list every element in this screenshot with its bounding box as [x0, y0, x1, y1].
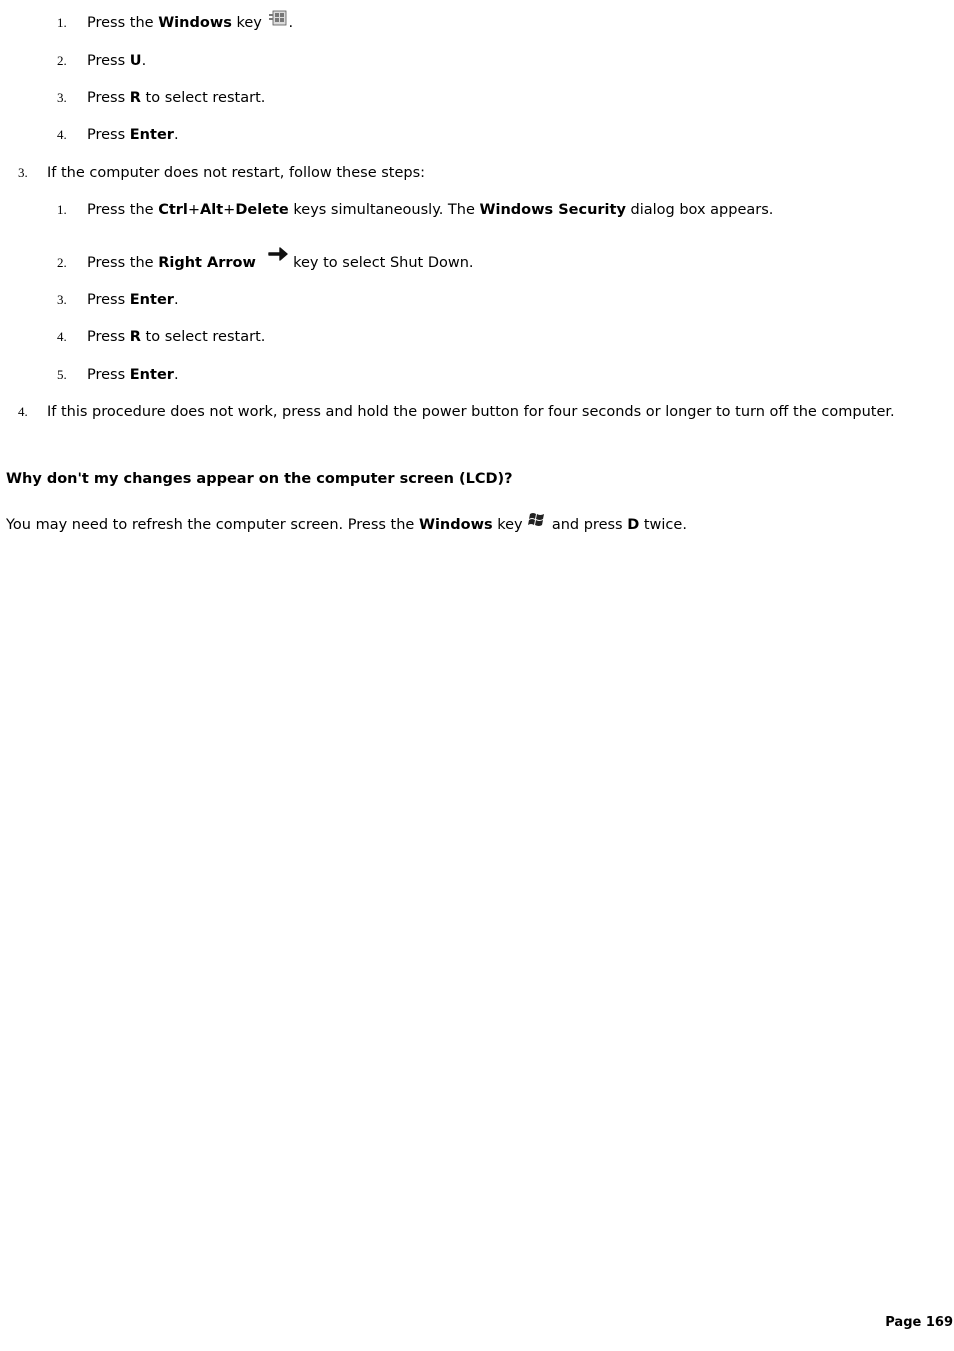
step-number: 4. — [57, 329, 67, 344]
step-text — [87, 328, 265, 346]
text: Press the — [87, 255, 159, 271]
text: dialog box appears. — [625, 202, 774, 218]
outer-step-number: 3. — [18, 165, 28, 180]
key-name: Enter — [129, 127, 174, 143]
key-name: Windows — [158, 15, 232, 31]
text: . — [173, 367, 179, 383]
text: Press — [87, 329, 130, 345]
outer-step-number: 4. — [18, 404, 28, 419]
text: Press — [87, 53, 130, 69]
right-arrow-icon — [267, 244, 289, 269]
text: . — [141, 53, 147, 69]
faq-answer — [6, 516, 687, 535]
step-number: 2. — [57, 255, 67, 270]
text: Press — [87, 292, 130, 308]
step-text — [87, 254, 474, 272]
step-text — [87, 201, 773, 219]
key-name: Enter — [129, 292, 174, 308]
text: Press — [87, 90, 130, 106]
windows-logo-icon — [527, 510, 547, 535]
step-text — [87, 89, 265, 107]
text: + — [187, 202, 201, 218]
key-name: U — [129, 53, 142, 69]
text: Press — [87, 367, 130, 383]
step-text — [87, 126, 179, 144]
key-name: Windows — [418, 517, 493, 533]
text: twice. — [639, 517, 687, 533]
key-name: R — [129, 90, 141, 106]
text: and press — [547, 517, 628, 533]
dialog-name: Windows Security — [479, 202, 626, 218]
key-name: D — [627, 517, 640, 533]
text: Press — [87, 127, 130, 143]
text: key — [492, 517, 528, 533]
key-name: Right Arrow — [158, 255, 256, 271]
windows-key-icon — [268, 10, 288, 33]
text: . — [173, 292, 179, 308]
step-number: 1. — [57, 15, 67, 30]
text: Press the — [87, 15, 159, 31]
text: . — [173, 127, 179, 143]
step-number: 2. — [57, 53, 67, 68]
step-text — [87, 291, 179, 309]
text: keys simultaneously. The — [288, 202, 480, 218]
key-name: Delete — [235, 202, 289, 218]
text: You may need to refresh the computer screen. Press the — [6, 517, 419, 533]
text: + — [223, 202, 236, 218]
step-text — [87, 366, 179, 384]
step-number: 5. — [57, 367, 67, 382]
outer-step-text: If the computer does not restart, follow these steps: — [47, 165, 426, 181]
key-name: Alt — [200, 202, 224, 218]
step-number: 3. — [57, 90, 67, 105]
step-number: 1. — [57, 202, 67, 217]
text: Press the — [87, 202, 159, 218]
key-name: Ctrl — [158, 202, 188, 218]
text: to select restart. — [140, 90, 266, 106]
outer-step-text: If this procedure does not work, press and hold the power button for four seconds or longer to turn off the computer. — [47, 404, 895, 420]
text: to select restart. — [140, 329, 266, 345]
step-number: 4. — [57, 127, 67, 142]
text: key to select Shut Down. — [288, 255, 474, 271]
step-text — [87, 14, 293, 33]
step-number: 3. — [57, 292, 67, 307]
text: key — [231, 15, 262, 31]
faq-question: Why don't my changes appear on the computer screen (LCD)? — [6, 471, 513, 487]
step-text — [87, 52, 146, 70]
key-name: Enter — [129, 367, 174, 383]
key-name: R — [129, 329, 141, 345]
text: . — [288, 15, 294, 31]
page-number: Page 169 — [885, 1315, 953, 1330]
